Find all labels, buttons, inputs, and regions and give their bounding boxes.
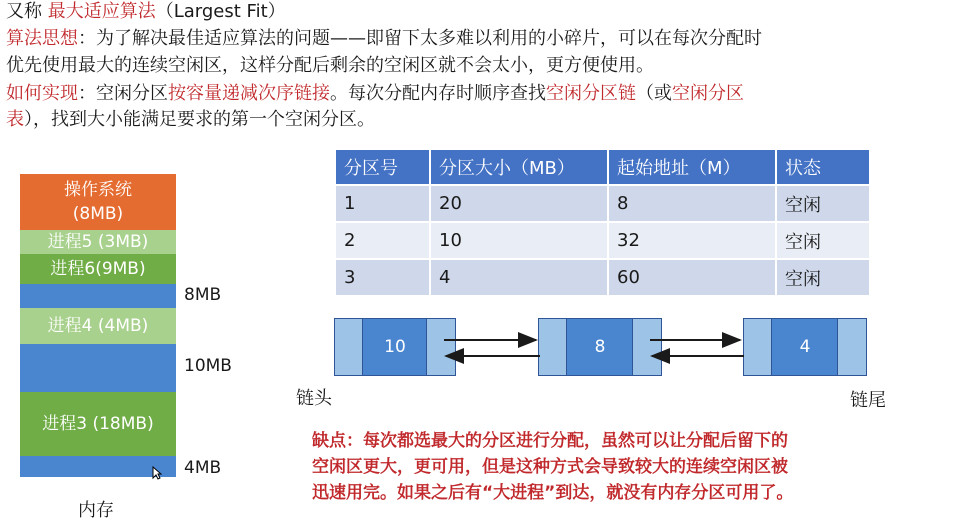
column-header: 起始地址（M） <box>608 150 776 185</box>
impl-line-1 <box>6 82 744 106</box>
column-header: 分区号 <box>336 150 430 185</box>
column-header: 分区大小（MB） <box>430 150 608 185</box>
idea-text-1: ：为了解决最佳适应算法的问题——即留下太多难以利用的小碎片，可以在每次分配时 <box>78 28 762 49</box>
drawback-line: 空闲区更大，更可用，但是这种方式会导致较大的连续空闲区被 <box>312 457 788 477</box>
mouse-cursor-icon <box>152 466 162 480</box>
idea-label: 算法思想 <box>6 28 78 49</box>
impl-highlight: 空闲分区 <box>672 83 744 104</box>
free-block-1 <box>20 284 176 308</box>
memory-label: 内存 <box>78 500 114 521</box>
node-value: 8 <box>566 318 634 376</box>
list-head-label: 链头 <box>296 388 332 409</box>
algorithm-name: 最大适应算法 <box>47 1 156 22</box>
memory-diagram <box>20 174 176 477</box>
table-cell: 8 <box>608 185 776 222</box>
process-4-block: 进程4 (4MB) <box>20 308 176 344</box>
impl-text: ），找到大小能满足要求的第一个空闲分区。 <box>24 109 375 130</box>
column-header: 状态 <box>776 150 870 185</box>
free-size-label: 10MB <box>184 356 232 376</box>
idea-line-1 <box>6 27 762 51</box>
table-cell: 1 <box>336 185 430 222</box>
table-cell: 空闲 <box>776 222 870 259</box>
impl-text: 。每次分配内存时顺序查找 <box>330 83 546 104</box>
table-cell: 空闲 <box>776 185 870 222</box>
node-value: 10 <box>362 318 428 376</box>
title-line <box>6 0 286 24</box>
process-5-block: 进程5 (3MB) <box>20 230 176 254</box>
prev-pointer <box>538 318 568 376</box>
os-block <box>20 174 176 230</box>
os-block-name: 操作系统 <box>64 180 132 200</box>
table-cell: 60 <box>608 259 776 295</box>
next-pointer <box>837 318 867 376</box>
table-cell: 2 <box>336 222 430 259</box>
table-cell: 20 <box>430 185 608 222</box>
impl-highlight: 按容量递减次序链接 <box>168 83 330 104</box>
prev-pointer <box>334 318 364 376</box>
next-pointer <box>426 318 456 376</box>
drawback-note <box>312 428 952 506</box>
idea-text-2: 优先使用最大的连续空闲区，这样分配后剩余的空闲区就不会太小，更方便使用。 <box>6 55 654 76</box>
idea-line-2 <box>6 54 654 78</box>
free-partition-table <box>336 150 871 295</box>
node-value: 4 <box>771 318 839 376</box>
algorithm-english-name: （Largest Fit） <box>155 1 286 22</box>
table-cell: 10 <box>430 222 608 259</box>
list-tail-label: 链尾 <box>850 390 886 411</box>
drawback-line: 迅速用完。如果之后有“大进程”到达，就没有内存分区可用了。 <box>312 483 794 503</box>
table-cell: 空闲 <box>776 259 870 295</box>
os-block-size: (8MB) <box>72 204 124 224</box>
title-prefix: 又称 <box>6 1 48 22</box>
process-6-block: 进程6(9MB) <box>20 254 176 284</box>
table-header-row <box>336 150 870 185</box>
table-cell: 32 <box>608 222 776 259</box>
table-row <box>336 185 870 222</box>
table-cell: 3 <box>336 259 430 295</box>
impl-line-2 <box>6 108 375 132</box>
table-row <box>336 222 870 259</box>
drawback-line: 缺点：每次都选最大的分区进行分配，虽然可以让分配后留下的 <box>312 431 788 451</box>
prev-pointer <box>743 318 773 376</box>
table-cell: 4 <box>430 259 608 295</box>
free-size-label: 4MB <box>184 458 222 478</box>
impl-text: ：空闲分区 <box>78 83 168 104</box>
free-block-2 <box>20 344 176 392</box>
table-row <box>336 259 870 295</box>
process-3-block: 进程3 (18MB) <box>20 392 176 456</box>
impl-label: 如何实现 <box>6 83 78 104</box>
free-size-label: 8MB <box>184 285 222 305</box>
impl-text: （或 <box>636 83 672 104</box>
impl-highlight: 空闲分区链 <box>546 83 636 104</box>
impl-highlight: 表 <box>6 109 24 130</box>
next-pointer <box>632 318 662 376</box>
